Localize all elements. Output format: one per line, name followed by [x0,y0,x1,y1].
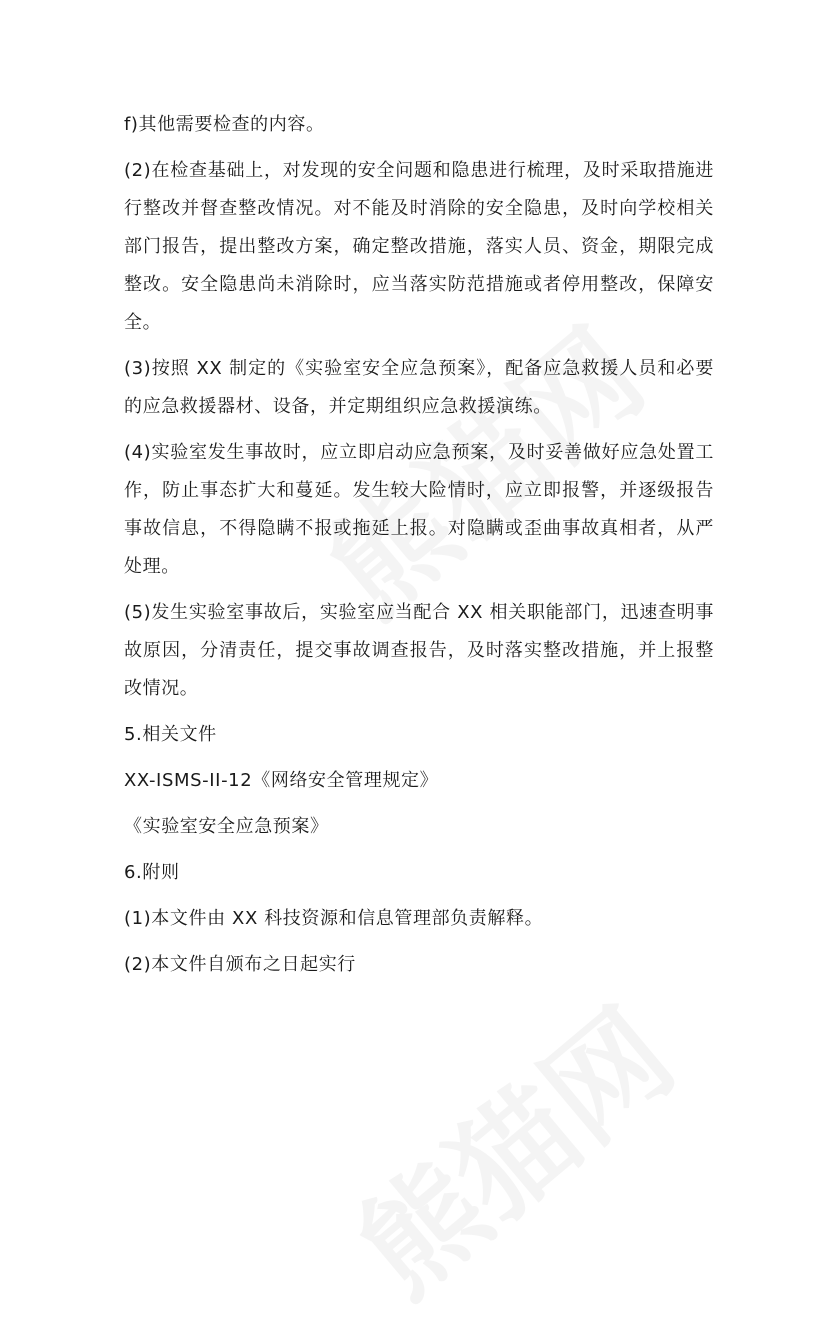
related-doc-network-security: XX-ISMS-II-12《网络安全管理规定》 [124,770,439,791]
paragraph-rectification: (2)在检查基础上，对发现的安全问题和隐患进行梳理，及时采取措施进行整改并督查整改情况。对不能及时消除的安全隐患，及时向学校相关部门报告，提出整改方案，确定整改措施，落实人员、资金，期限完成整改。安全隐患尚未消除时，应当落实防范措施或者停用整改，保障安全。 [124,160,714,333]
watermark [317,964,703,1327]
section-heading-related-docs: 5.相关文件 [124,724,217,745]
section-heading-supplementary: 6.附则 [124,862,180,883]
paragraph-emergency-plan: (3)按照 XX 制定的《实验室安全应急预案》，配备应急救援人员和必要的应急救援器材、设备，并定期组织应急救援演练。 [124,358,714,417]
related-doc-emergency-plan: 《实验室安全应急预案》 [124,816,329,837]
paragraph-accident-response: (4)实验室发生事故时，应立即启动应急预案，及时妥善做好应急处置工作，防止事态扩大和蔓延。发生较大险情时，应立即报警，并逐级报告事故信息，不得隐瞒不报或拖延上报。对隐瞒或歪曲事故真相者，从严处理。 [124,442,714,577]
supplementary-effective-date: (2)本文件自颁布之日起实行 [124,954,356,975]
paragraph-accident-investigation: (5)发生实验室事故后，实验室应当配合 XX 相关职能部门，迅速查明事故原因，分清责任，提交事故调查报告，及时落实整改措施，并上报整改情况。 [124,602,714,699]
supplementary-interpretation: (1)本文件由 XX 科技资源和信息管理部负责解释。 [124,908,544,929]
document-body [124,106,714,992]
paragraph-check-other: f)其他需要检查的内容。 [124,114,325,135]
